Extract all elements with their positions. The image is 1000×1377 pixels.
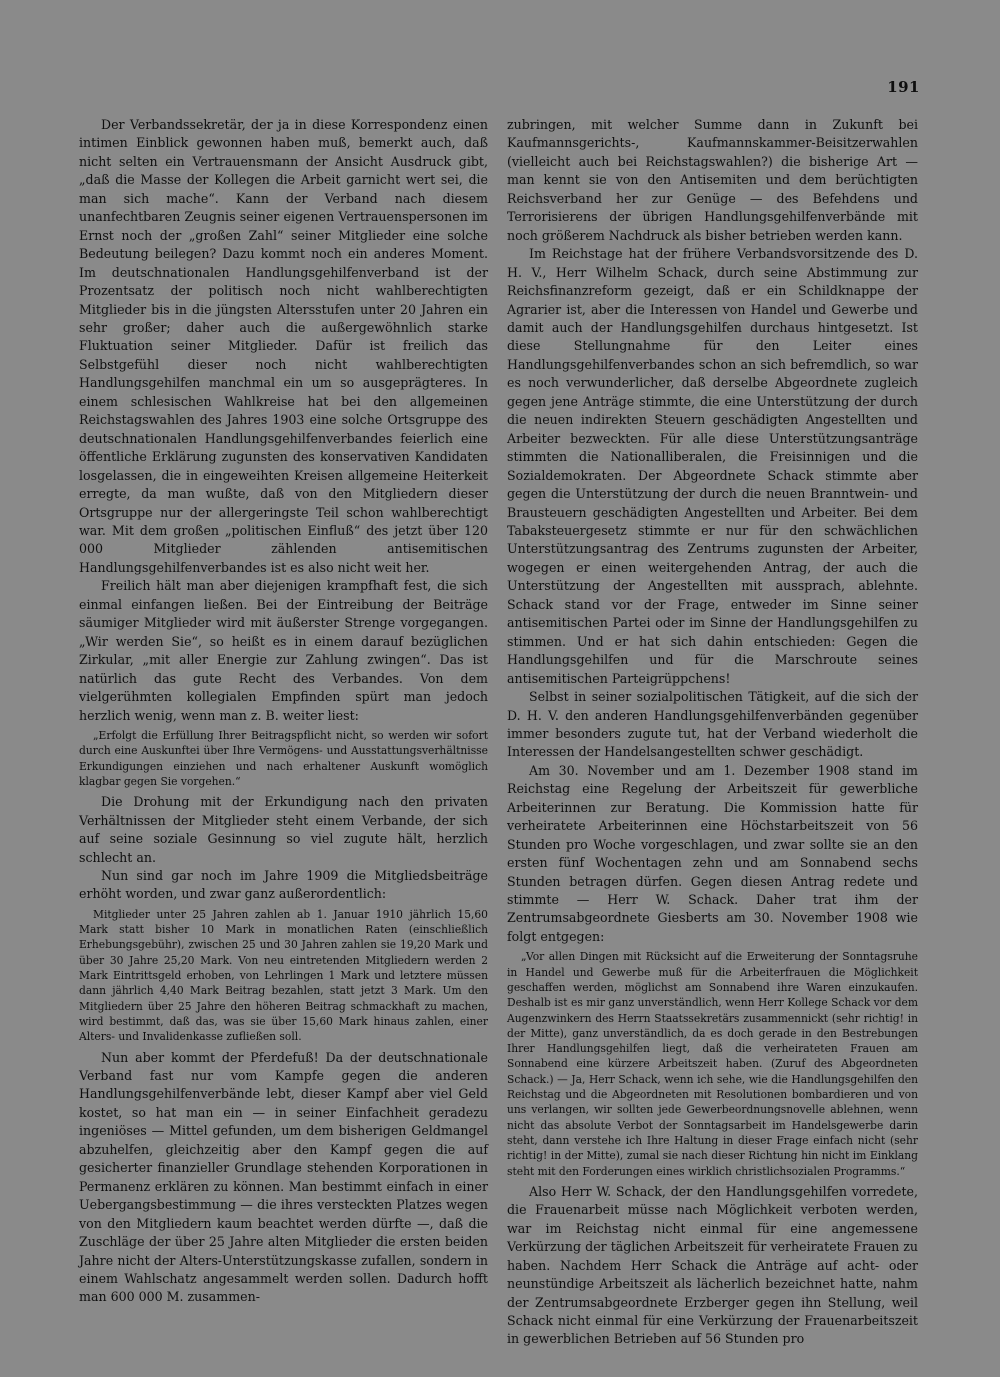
paragraph: Nun aber kommt der Pferdefuß! Da der deutschnationale Verband fast nur vom Kampfe gegen die anderen Handlungsgehilfenverbände lebt, dieser Kampf aber viel Geld kostet, so hat man ein — in seiner Einfachheit geradezu ingeniöses — Mittel gefunden, um dem bisherigen Geldmangel abzuhelfen, gleichzeitig aber den Kampf gegen die auf gesicherter finanzieller Grundlage stehenden Korporationen in Permanenz erklären zu können. Man bestimmt einfach in einer Uebergangsbestimmung — die ihres versteckten Platzes wegen von den Mitgliedern kaum beachtet werden dürfte —, daß die Zuschläge der über 25 Jahre alten Mitglieder die ersten beiden Jahre nicht der Alters-Unterstützungskasse zufallen, sondern in einem Wahlschatz angesammelt werden sollen. Dadurch hofft man 600 000 M. zusammen- [79,1049,488,1305]
paragraph: Also Herr W. Schack, der den Handlungsgehilfen vorredete, die Frauenarbeit müsse nach Möglichkeit verboten werden, war im Reichstag nicht einmal für eine angemessene Verkürzung der täglichen Arbeitszeit für verheiratete Frauen zu haben. Nachdem Herr Schack die Anträge auf acht- oder neunstündige Arbeitszeit als lächerlich bezeichnet hatte, nahm der Zentrumsabgeordnete Erzberger gegen ihn Stellung, weil Schack nicht einmal für eine Verkürzung der Frauenarbeitszeit in gewerblichen Betrieben auf 56 Stunden pro [507,1183,918,1347]
paragraph: Selbst in seiner sozialpolitischen Tätigkeit, auf die sich der D. H. V. den anderen Handlungsgehilfenverbänden gegenüber immer besonders zugute tut, hat der Verband wiederholt die Interessen der Handelsangestellten schwer geschädigt. [507,689,918,760]
paragraph: Im Reichstage hat der frühere Verbandsvorsitzende des D. H. V., Herr Wilhelm Schack, durch seine Abstimmung zur Reichsfinanzreform gezeigt, daß er ein Schildknappe der Agrarier ist, aber die Interessen von Handel und Gewerbe und damit auch der Handlungsgehilfen durchaus hintgesetzt. Ist diese Stellungnahme für den Leiter eines Handlungsgehilfenverbandes schon an sich befremdlich, so war es noch verwunderlicher, daß derselbe Abgeordnete zugleich gegen jene Anträge stimmte, die eine Unterstützung der durch die neuen indirekten Steuern geschädigten Angestellten und Arbeiter bezweckten. Für alle diese Unterstützungsanträge stimmten die Nationalliberalen, die Freisinnigen und die Sozialdemokraten. Der Abgeordnete Schack stimmte aber gegen die Unterstützung der durch die neuen Branntwein- und Brausteuern geschädigten Angestellten und Arbeiter. Bei dem Tabaksteuergesetz stimmte er nur für den schwächlichen Unterstützungsantrag des Zentrums zugunsten der Arbeiter, wogegen er einen weitergehenden Antrag, der auch die Unterstützung der Angestellten mit aussprach, ablehnte. Schack stand vor der Frage, entweder im Sinne seiner antisemitischen Partei oder im Sinne der Handlungsgehilfen zu stimmen. Und er hat sich dahin entschieden: Gegen die Handlungsgehilfen und für die Marschroute seines antisemitischen Parteigrüppchens! [507,246,918,686]
page-number: 191 [887,78,920,96]
left-column [79,116,488,1307]
paragraph: Freilich hält man aber diejenigen krampfhaft fest, die sich einmal einfangen ließen. Bei der Eintreibung der Beiträge säumiger Mitglieder wird mit äußerster Strenge vorgegangen. „Wir werden Sie“, so heißt es in einem darauf bezüglichen Zirkular, „mit aller Energie zur Zahlung zwingen“. Das ist natürlich das gute Recht des Verbandes. Von dem vielgerühmten kollegialen Empfinden spürt man jedoch herzlich wenig, wenn man z. B. weiter liest: [79,578,488,723]
block-quote: „Vor allen Dingen mit Rücksicht auf die Erweiterung der Sonntagsruhe in Handel und Gewerbe muß für die Arbeiterfrauen die Möglichkeit geschaffen werden, möglichst am Sonnabend ihre Waren einzukaufen. Deshalb ist es mir ganz unverständlich, wenn Herr Kollege Schack vor dem Augenzwinkern des Herrn Staatssekretärs zusammennickt (sehr richtig! in der Mitte), ganz unverständlich, da es doch gerade in den Bestrebungen Ihrer Handlungsgehilfen liegt, daß die verheirateten Frauen am Sonnabend eine kürzere Arbeitszeit haben. (Zuruf des Abgeordneten Schack.) — Ja, Herr Schack, wenn ich sehe, wie die Handlungsgehilfen den Reichstag und die Abgeordneten mit Resolutionen bombardieren und von uns verlangen, wir sollten jede Gewerbeordnungsnovelle ablehnen, wenn nicht das absolute Verbot der Sonntagsarbeit im Handelsgewerbe darin steht, dann verstehe ich Ihre Haltung in dieser Frage einfach nicht (sehr richtig! in der Mitte), zumal sie nach dieser Richtung hin nicht im Einklang steht mit den Forderungen eines wirklich christlichsozialen Programms.“ [507,950,918,1178]
block-quote: Mitglieder unter 25 Jahren zahlen ab 1. Januar 1910 jährlich 15,60 Mark statt bisher 10 Mark in monatlichen Raten (einschließlich Erhebungsgebühr), zwischen 25 und 30 Jahren zahlen sie 19,20 Mark und über 30 Jahre 25,20 Mark. Von neu eintretenden Mitgliedern werden 2 Mark Eintrittsgeld erhoben, von Lehrlingen 1 Mark und letztere müssen dann jährlich 4,40 Mark Beitrag bezahlen, statt jetzt 3 Mark. Um den Mitgliedern über 25 Jahre den höheren Beitrag schmackhaft zu machen, wird bestimmt, daß das, was sie über 15,60 Mark hinaus zahlen, einer Alters- und Invalidenkasse zufließen soll. [79,907,488,1044]
block-quote: „Erfolgt die Erfüllung Ihrer Beitragspflicht nicht, so werden wir sofort durch eine Auskunftei über Ihre Vermögens- und Ausstattungsverhältnisse Erkundigungen einziehen und nach erhaltener Auskunft womöglich klagbar gegen Sie vorgehen.“ [79,728,488,788]
paragraph: zubringen, mit welcher Summe dann in Zukunft bei Kaufmannsgerichts-, Kaufmannskammer-Beisitzerwahlen (vielleicht auch bei Reichstagswahlen?) die bisherige Art — man kennt sie von den Antisemiten und dem berüchtigten Reichsverband her zur Genüge — des Befehdens und Terrorisierens der übrigen Handlungsgehilfenverbände mit noch größerem Nachdruck als bisher betrieben werden kann. [507,117,918,243]
paragraph: Die Drohung mit der Erkundigung nach den privaten Verhältnissen der Mitglieder steht einem Verbande, der sich auf seine soziale Gesinnung so viel zugute hält, herzlich schlecht an. [79,794,488,865]
paragraph: Der Verbandssekretär, der ja in diese Korrespondenz einen intimen Einblick gewonnen haben muß, bemerkt auch, daß nicht selten ein Vertrauensmann der Ansicht Ausdruck gibt, „daß die Masse der Kollegen die Arbeit garnicht wert sei, die man sich mache“. Kann der Verband nach diesem unanfechtbaren Zeugnis seiner eigenen Vertrauenspersonen im Ernst noch der „großen Zahl“ seiner Mitglieder eine solche Bedeutung beilegen? Dazu kommt noch ein anderes Moment. Im deutschnationalen Handlungsgehilfenverband ist der Prozentsatz der politisch noch nicht wahlberechtigten Mitglieder bis in die jüngsten Altersstufen unter 20 Jahren ein sehr großer; daher auch die außergewöhnlich starke Fluktuation seiner Mitglieder. Dafür ist freilich das Selbstgefühl dieser noch nicht wahlberechtigten Handlungsgehilfen manchmal ein um so ausgeprägteres. In einem schlesischen Wahlkreise hat bei den allgemeinen Reichstagswahlen des Jahres 1903 eine solche Ortsgruppe des deutschnationalen Handlungsgehilfenverbandes feierlich eine öffentliche Erklärung zugunsten des konservativen Kandidaten losgelassen, die in eingeweihten Kreisen allgemeine Heiterkeit erregte, da man wußte, daß von den Mitgliedern dieser Ortsgruppe nur der allergeringste Teil schon wahlberechtigt war. Mit dem großen „politischen Einfluß“ des jetzt über 120 000 Mitglieder zählenden antisemitischen Handlungsgehilfenverbandes ist es also nicht weit her. [79,117,488,575]
paragraph: Am 30. November und am 1. Dezember 1908 stand im Reichstag eine Regelung der Arbeitszeit für gewerbliche Arbeiterinnen zur Beratung. Die Kommission hatte für verheiratete Arbeiterinnen eine Höchstarbeitszeit von 56 Stunden pro Woche vorgeschlagen, und zwar sollte sie an den ersten fünf Wochentagen zehn und am Sonnabend sechs Stunden betragen dürfen. Gegen diesen Antrag redete und stimmte — Herr W. Schack. Daher trat ihm der Zentrumsabgeordnete Giesberts am 30. November 1908 wie folgt entgegen: [507,762,918,944]
paragraph: Nun sind gar noch im Jahre 1909 die Mitgliedsbeiträge erhöht worden, und zwar ganz außerordentlich: [79,867,488,902]
right-column [507,116,918,1349]
